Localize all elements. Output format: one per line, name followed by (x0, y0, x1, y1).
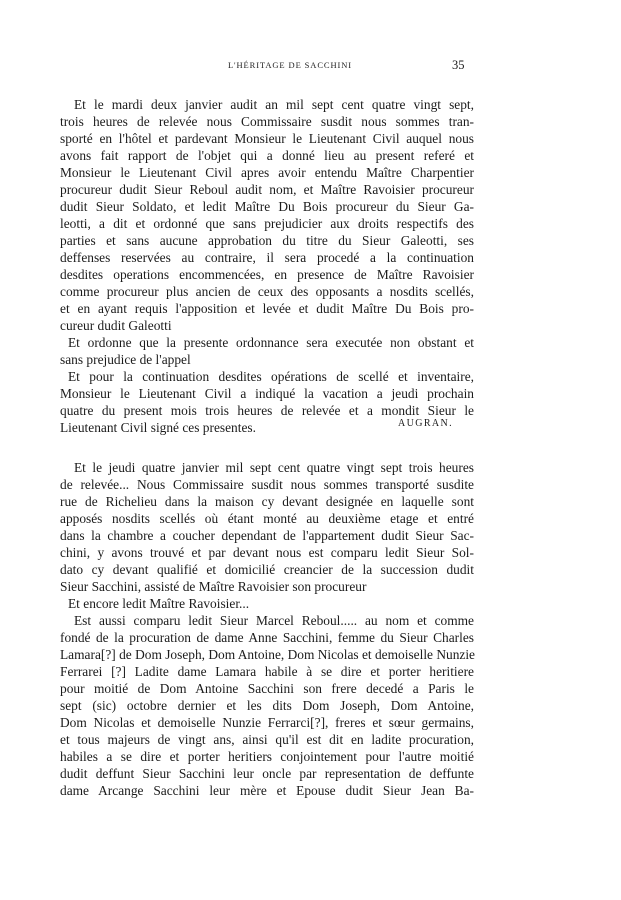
text-line: desdites operations encommencées, en presence de Maître Ravoisier (60, 267, 474, 282)
text-line: trois heures de relevée nous Commissaire susdit nous sommes tran- (60, 114, 474, 129)
text-line: Et le jeudi quatre janvier mil sept cent quatre vingt sept trois heures (74, 460, 474, 475)
text-line: Sieur Sacchini, assisté de Maître Ravoisier son procureur (60, 579, 367, 594)
text-line: procureur dudit Sieur Reboul audit nom, et Maître Ravoisier procureur (60, 182, 474, 197)
text-line: Dom Nicolas et demoiselle Nunzie Ferrarci[?], freres et sœur germains, (60, 715, 474, 730)
text-line: chini, y avons trouvé et par devant nous est comparu ledit Sieur Sol- (60, 545, 474, 560)
running-head: L'HÉRITAGE DE SACCHINI (227, 60, 353, 70)
text-line: apposés nosdits scellés où étant monté au deuxième etage et entré (60, 511, 474, 526)
text-line: Et ordonne que la presente ordonnance sera executée non obstant et (68, 335, 474, 350)
text-line: Est aussi comparu ledit Sieur Marcel Reboul..... au nom et comme (74, 613, 474, 628)
text-line: et en ayant requis l'apposition et levée et dudit Maître Du Bois pro- (60, 301, 474, 316)
text-line: fondé de la procuration de dame Anne Sacchini, femme du Sieur Charles (60, 630, 474, 645)
text-line: avons fait rapport de l'objet qui a donné lieu au present referé et (60, 148, 474, 163)
text-line: Et pour la continuation desdites opérations de scellé et inventaire, (68, 369, 474, 384)
text-line: dans la chambre a coucher dependant de l'appartement dudit Sieur Sac- (60, 528, 474, 543)
text-line: quatre du present mois trois heures de relevée et a mondit Sieur le (60, 403, 474, 418)
text-line: Monsieur le Lieutenant Civil a indiqué la vacation a jeudi prochain (60, 386, 474, 401)
text-line: Lamara[?] de Dom Joseph, Dom Antoine, Dom Nicolas et demoiselle Nunzie (60, 647, 475, 662)
page-number: 35 (452, 58, 465, 72)
text-line: dato cy devant qualifié et domicilié creancier de la succession dudit (60, 562, 474, 577)
text-line: Lieutenant Civil signé ces presentes. (60, 420, 256, 435)
text-line: Ferrarei [?] Ladite dame Lamara habile à se dire et porter heritiere (60, 664, 474, 679)
text-line: Et le mardi deux janvier audit an mil sept cent quatre vingt sept, (74, 97, 474, 112)
signature: AUGRAN. (398, 418, 454, 429)
text-line: cureur dudit Galeotti (60, 318, 172, 333)
text-line: pour moitié de Dom Antoine Sacchini son frere decedé a Paris le (60, 681, 474, 696)
text-line: Et encore ledit Maître Ravoisier... (68, 596, 250, 611)
text-line: habiles a se dire et porter heritiers conjointement pour l'autre moitié (60, 749, 474, 764)
text-line: Monsieur le Lieutenant Civil apres avoir entendu Maître Charpentier (60, 165, 474, 180)
text-line: comme procureur plus ancien de ceux des opposants a nosdits scellés, (60, 284, 474, 299)
text-line: parties et sans aucune approbation du titre du Sieur Galeotti, ses (60, 233, 474, 248)
text-line: rue de Richelieu dans la maison cy devant designée en laquelle sont (60, 494, 474, 509)
text-line: leotti, a dit et ordonné que sans prejudicier aux droits respectifs des (60, 216, 474, 231)
text-line: sporté en l'hôtel et pardevant Monsieur le Lieutenant Civil auquel nous (60, 131, 474, 146)
text-line: de relevée... Nous Commissaire susdit nous sommes transporté susdite (60, 477, 474, 492)
text-line: dudit deffunt Sieur Sacchini leur oncle par representation de deffunte (60, 766, 474, 781)
text-line: dudit Sieur Soldato, et ledit Maître Du Bois procureur du Sieur Ga- (60, 199, 474, 214)
text-line: deffenses reservées au contraire, il sera procedé a la continuation (60, 250, 474, 265)
text-line: dame Arcange Sacchini leur mère et Epouse dudit Sieur Jean Ba- (60, 783, 474, 798)
text-line: sept (sic) octobre dernier et les dits Dom Joseph, Dom Antoine, (60, 698, 474, 713)
text-line: et tous majeurs de vingt ans, ainsi qu'il est dit en ladite procuration, (60, 732, 474, 747)
text-line: sans prejudice de l'appel (60, 352, 191, 367)
